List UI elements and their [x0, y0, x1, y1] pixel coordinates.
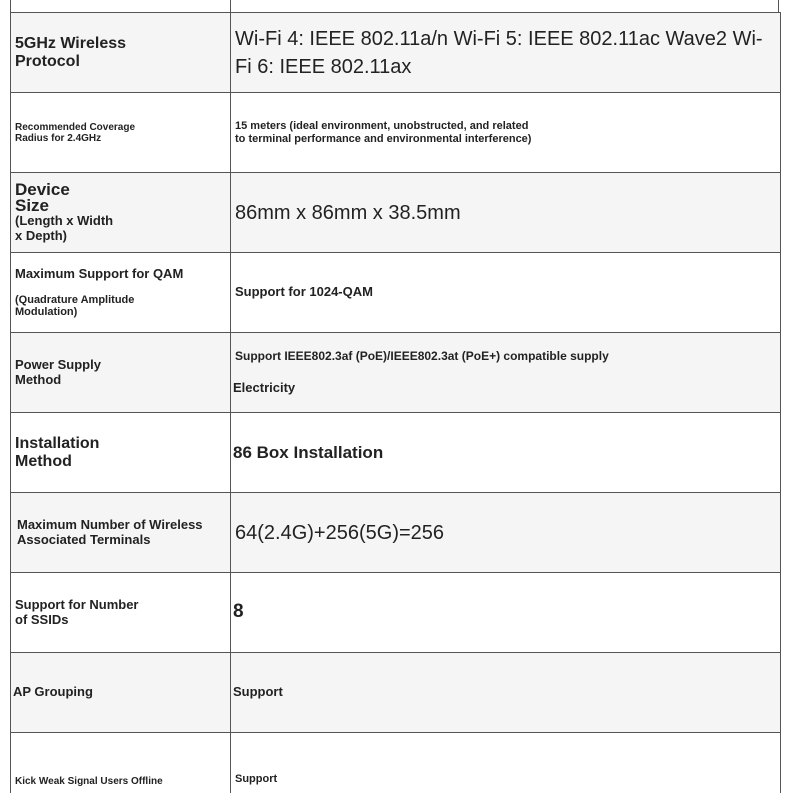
spec-table: [10, 12, 781, 793]
table-row: [11, 93, 780, 173]
row-label-main: Maximum Support for QAM: [15, 266, 184, 282]
row-value: 64(2.4G)+256(5G)=256: [235, 521, 445, 544]
row-label: [11, 253, 231, 332]
row-value-line1: Support IEEE802.3af (PoE)/IEEE802.3at (PoE+) compatible supply: [235, 349, 609, 363]
row-label: Maximum Number of Wireless Associated Terminals: [11, 493, 231, 572]
row-value: Wi-Fi 4: IEEE 802.11a/n Wi-Fi 5: IEEE 802.11ac Wave2 Wi- Fi 6: IEEE 802.11ax: [235, 27, 763, 78]
row-value: Support for 1024-QAM: [235, 284, 373, 300]
row-value-line2: Electricity: [233, 379, 296, 395]
table-row: [11, 333, 780, 413]
row-label: Kick Weak Signal Users Offline: [11, 733, 231, 793]
table-top-edge: [10, 0, 779, 12]
row-label: Support for Number of SSIDs: [11, 573, 231, 652]
row-value: Support: [233, 684, 283, 700]
table-top-divider: [230, 0, 231, 12]
row-label: Recommended Coverage Radius for 2.4GHz: [11, 93, 231, 172]
row-label: 5GHz Wireless Protocol: [11, 13, 231, 92]
table-row: [11, 253, 780, 333]
row-label: [11, 173, 231, 252]
row-label: Power Supply Method: [11, 333, 231, 412]
table-row: [11, 573, 780, 653]
row-value: 86 Box Installation: [233, 442, 384, 462]
row-label: AP Grouping: [11, 653, 231, 732]
row-value: 15 meters (ideal environment, unobstructed, and related to terminal performance and environmental interference): [235, 120, 532, 145]
row-value: 86mm x 86mm x 38.5mm: [235, 201, 461, 224]
table-row: [11, 653, 780, 733]
table-row: [11, 173, 780, 253]
row-value: Support: [235, 772, 278, 785]
table-row: [11, 413, 780, 493]
row-value: 8: [233, 601, 244, 623]
row-label-sub: (Length x Width x Depth): [15, 213, 114, 243]
table-row: [11, 733, 780, 793]
row-label-main: Device Size: [15, 180, 70, 216]
row-label: Installation Method: [11, 413, 231, 492]
table-row: [11, 493, 780, 573]
row-value: [231, 333, 780, 412]
table-row: [11, 13, 780, 93]
row-label-sub: (Quadrature Amplitude Modulation): [15, 293, 135, 318]
